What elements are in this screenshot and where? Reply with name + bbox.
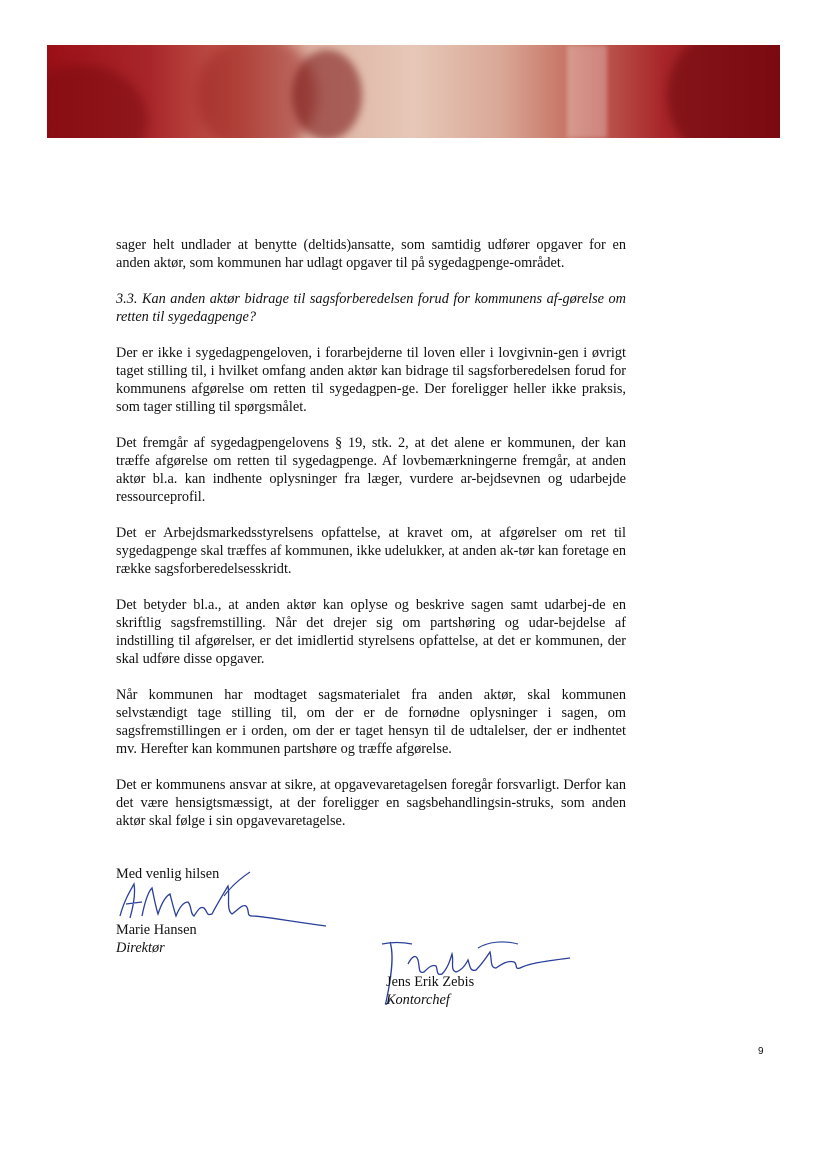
page-number: 9 — [758, 1046, 764, 1057]
section-heading: 3.3. Kan anden aktør bidrage til sagsforberedelsen forud for kommunens af-gørelse om retten til sygedagpenge? — [116, 291, 626, 325]
paragraph: Det betyder bl.a., at anden aktør kan oplyse og beskrive sagen samt udarbej-de en skriftlig sagsfremstilling. Når det drejer sig om partshøring og udar-bejdelse af indstilling til afgørelser, er det imidlertid styrelsens opfattelse, at det er kommunen, der skal udføre disse opgaver. — [116, 597, 626, 667]
banner-shadow-shape — [47, 65, 147, 138]
body-text — [116, 236, 626, 848]
banner-figure-shape — [292, 50, 362, 138]
paragraph: Det er kommunens ansvar at sikre, at opgavevaretagelsen foregår forsvarligt. Derfor kan det være hensigtsmæssigt, at der foreligger en sagsbehandlingsin-struks, som anden aktør skal følge i sin opgavevaretagelse. — [116, 777, 626, 829]
paragraph: Der er ikke i sygedagpengeloven, i forarbejderne til loven eller i lovgivnin-gen i øvrigt taget stilling til, i hvilket omfang anden aktør kan bidrage til sagsforberedelsen forud for kommunens afgørelse om retten til sygedagpen-ge. Der foreligger heller ikke praksis, som tager stilling til spørgsmålet. — [116, 345, 626, 415]
signer-title: Direktør — [116, 940, 165, 956]
closing-greeting: Med venlig hilsen — [116, 866, 220, 882]
banner-figure-shape — [667, 45, 780, 138]
signer-name: Jens Erik Zebis — [386, 974, 475, 990]
banner-light-shape — [567, 45, 607, 138]
paragraph: Når kommunen har modtaget sagsmaterialet fra anden aktør, skal kommunen selvstændigt tage stilling til, om der er de fornødne oplysninger i sagen, om sagsfremstillingen er i orden, om der er taget hensyn til de udtalelser, der er indhentet mv. Herefter kan kommunen partshøre og træffe afgørelse. — [116, 687, 626, 757]
paragraph: Det er Arbejdsmarkedsstyrelsens opfattelse, at kravet om, at afgørelser om ret til sygedagpenge skal træffes af kommunen, ikke udelukker, at anden ak-tør kan foretage en række sagsforberedelsesskridt. — [116, 525, 626, 577]
signer-name: Marie Hansen — [116, 922, 197, 938]
signer-title: Kontorchef — [386, 992, 450, 1008]
photo-banner — [47, 45, 780, 138]
paragraph: Det fremgår af sygedagpengelovens § 19, stk. 2, at det alene er kommunen, der kan træffe afgørelse om retten til sygedagpenge. Af lovbemærkningerne fremgår, at anden aktør bl.a. kan indhente oplysninger fra læger, vurdere ar-bejdsevnen og udarbejde ressourceprofil. — [116, 435, 626, 505]
paragraph: sager helt undlader at benytte (deltids)ansatte, som samtidig udfører opgaver for en anden aktør, som kommunen har udlagt opgaver til på sygedagpenge-området. — [116, 237, 626, 271]
